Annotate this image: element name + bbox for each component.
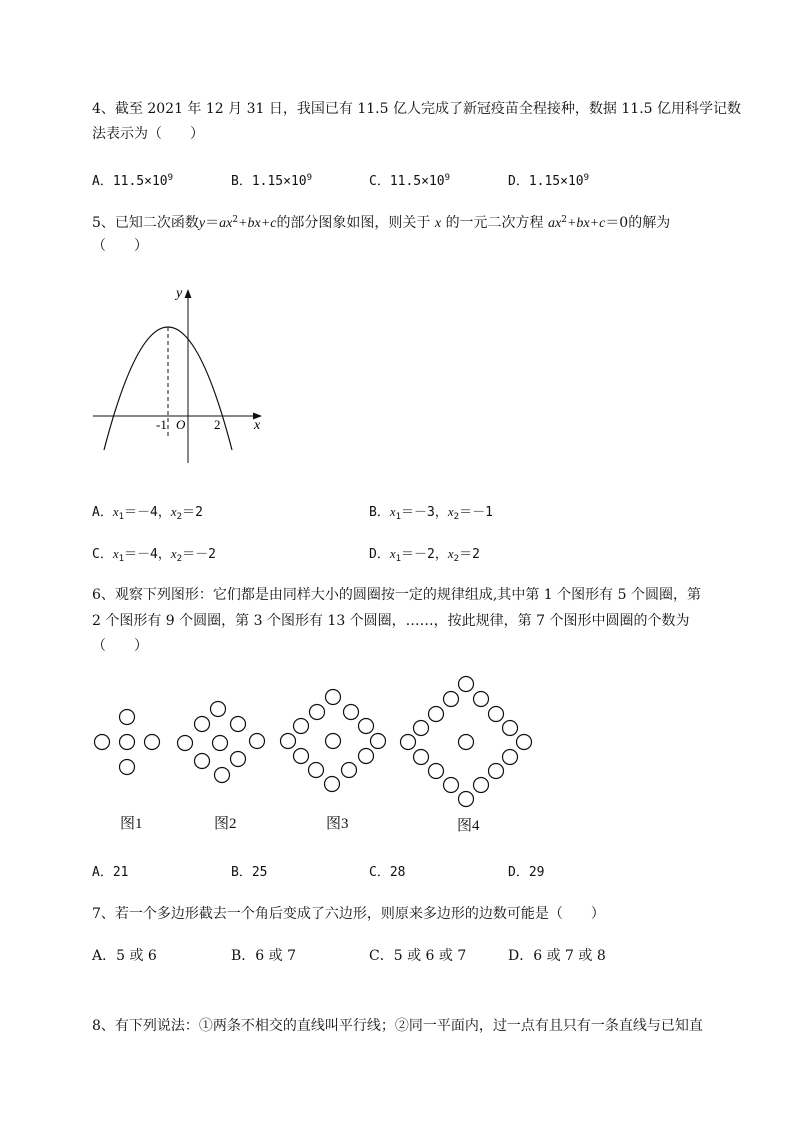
q6-option-d[interactable]: D．29 xyxy=(508,865,545,880)
figure-3-circles xyxy=(281,690,386,792)
q5-parabola-graph xyxy=(90,283,270,468)
q7-option-d[interactable]: D．6 或 7 或 8 xyxy=(508,948,606,964)
q6-text-line2: 2 个图形有 9 个圆圈，第 3 个图形有 13 个圆圈，……，按此规律，第 7 个图形中圆圈的个数为 xyxy=(92,613,690,629)
tick-label-2: 2 xyxy=(214,417,221,432)
q4-option-a[interactable]: A．$11.5\times 10^9$ xyxy=(92,173,174,189)
figure-caption-3: 图3 xyxy=(326,816,349,832)
q6-text-line3: （ ） xyxy=(92,638,148,654)
q5-option-d[interactable]: D．$x_1=-2$，$x_2=2$ xyxy=(369,546,480,564)
q5-eq-zero: ＝0 xyxy=(605,215,629,231)
q7-option-a[interactable]: A．5 或 6 xyxy=(92,948,157,964)
q7-option-c[interactable]: C．5 或 6 或 7 xyxy=(369,948,467,964)
parabola-curve xyxy=(104,327,232,450)
figure-4-circles xyxy=(401,677,532,807)
figure-2-circles xyxy=(178,702,265,783)
q4-option-d[interactable]: D．$1.15\times 10^9$ xyxy=(508,173,590,189)
q6-circle-patterns xyxy=(88,672,538,812)
q5-eq-b: +bx xyxy=(566,216,590,231)
q5-text-line1: 5、已知二次函数$y=ax^2+bx+c$的部分图象如图，则关于 x 的一元二次方程 $ax^2+bx+c=0$的解为 xyxy=(92,215,671,231)
q5-eq-a: ax xyxy=(548,216,562,231)
q6-option-a[interactable]: A．21 xyxy=(92,865,129,880)
figure-caption-2: 图2 xyxy=(214,816,237,832)
q4-option-b[interactable]: B．$1.15\times 10^9$ xyxy=(231,173,313,189)
q6-option-c[interactable]: C．28 xyxy=(369,865,406,880)
q6-text-line1: 6、观察下列图形：它们都是由同样大小的圆圈按一定的规律组成,其中第 1 个图形有 5 个圆圈，第 xyxy=(92,587,701,603)
y-axis-arrow-icon xyxy=(185,289,192,298)
q4-text-line2: 法表示为（ ） xyxy=(92,126,204,142)
q4-option-c[interactable]: C．$11.5\times 10^9$ xyxy=(369,173,451,189)
tick-label-neg1: -1 xyxy=(156,417,167,432)
figure-1-circles xyxy=(95,710,160,775)
figure-caption-4: 图4 xyxy=(457,818,480,834)
q7-text-line1: 7、若一个多边形截去一个角后变成了六边形，则原来多边形的边数可能是（ ） xyxy=(92,906,605,922)
origin-label: O xyxy=(176,417,186,432)
x-axis-label: x xyxy=(254,418,261,433)
q5-option-a[interactable]: A．$x_1=-4$，$x_2=2$ xyxy=(92,504,203,522)
q5-option-c[interactable]: C．$x_1=-4$，$x_2=-2$ xyxy=(92,546,216,564)
q4-text-line1: 4、截至 2021 年 12 月 31 日，我国已有 11.5 亿人完成了新冠疫苗全程接种，数据 11.5 亿用科学记数 xyxy=(92,101,742,117)
q8-text-line1: 8、有下列说法：①两条不相交的直线叫平行线；②同一平面内，过一点有且只有一条直线与已知直 xyxy=(92,1018,703,1034)
q5-eq-c: +c xyxy=(589,216,606,231)
figure-caption-1: 图1 xyxy=(120,816,143,832)
q7-option-b[interactable]: B．6 或 7 xyxy=(231,948,297,964)
y-axis-label: y xyxy=(176,286,183,301)
q5-option-b[interactable]: B．$x_1=-3$，$x_2=-1$ xyxy=(369,504,493,522)
q6-option-b[interactable]: B．25 xyxy=(231,865,268,880)
q5-text-line2: （ ） xyxy=(92,238,148,254)
q5-eq-sq: 2 xyxy=(561,215,567,225)
